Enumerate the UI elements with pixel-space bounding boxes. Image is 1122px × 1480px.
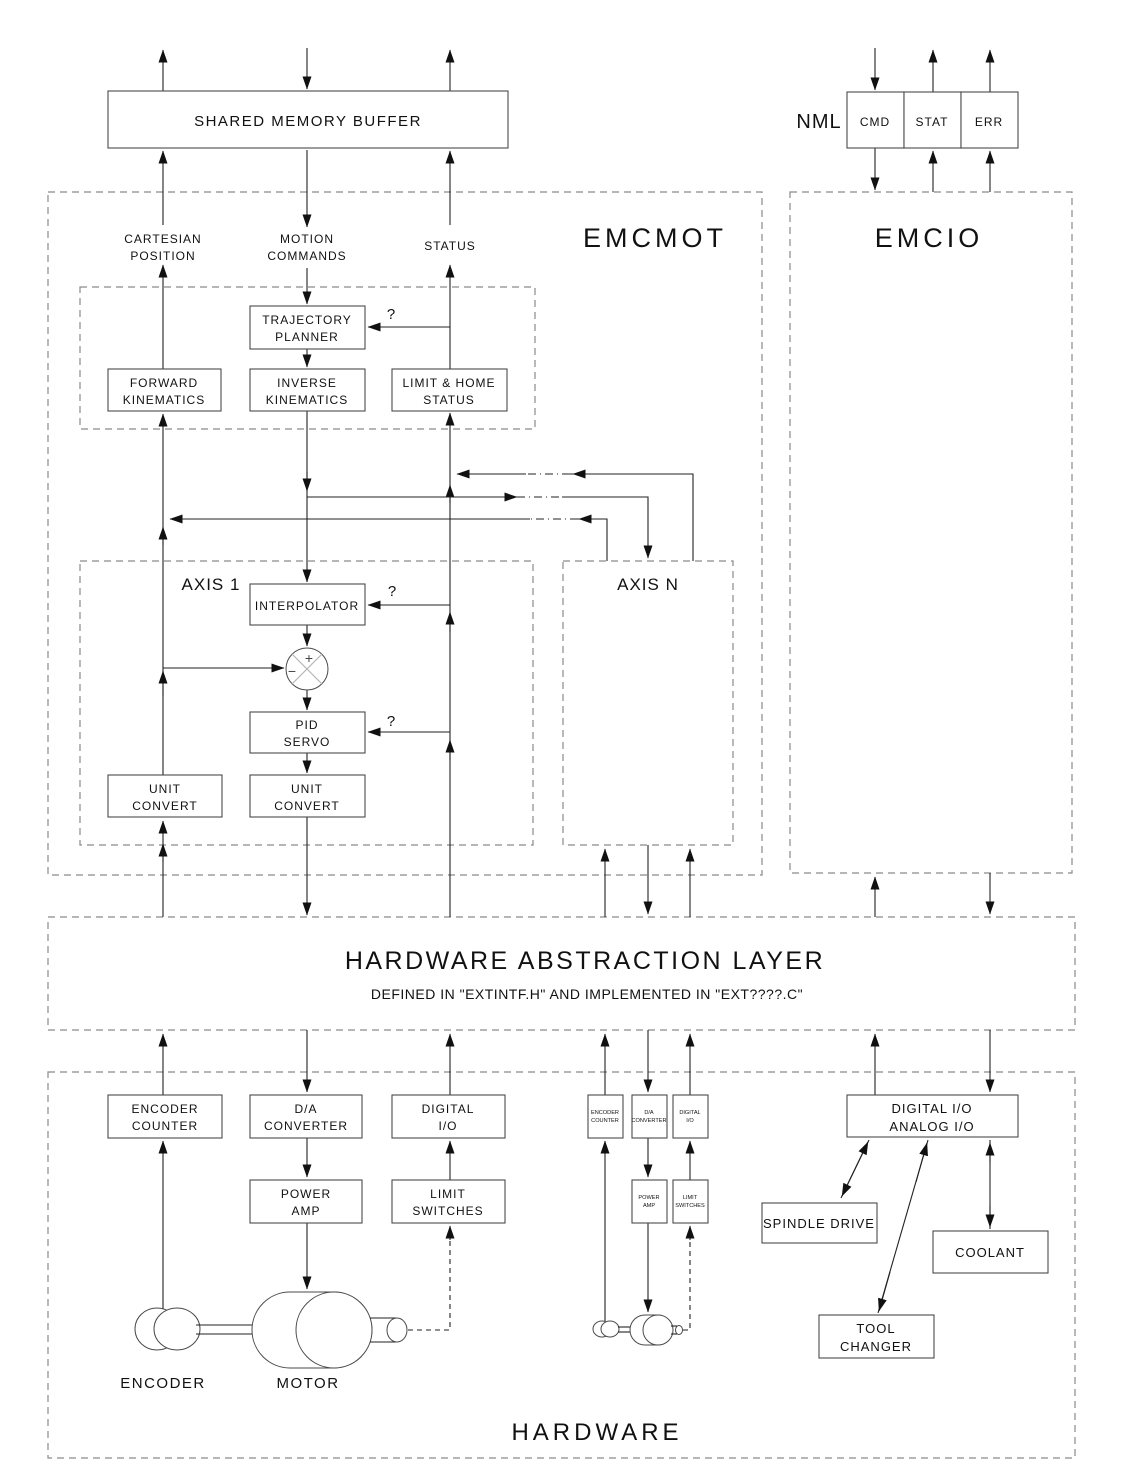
summing-plus-sign: + — [304, 650, 314, 666]
forward-kinematics-label-line2: KINEMATICS — [122, 393, 206, 407]
encoder-motor-small-drawing — [593, 1315, 683, 1345]
cartesian-position-label-line1: CARTESIAN — [124, 232, 202, 246]
limit-switches-label-line1: LIMIT — [430, 1187, 466, 1201]
encoder-motor-drawing — [135, 1292, 407, 1368]
da-converter-small-label-line2: CONVERTER — [631, 1118, 667, 1124]
motor-label: MOTOR — [276, 1375, 340, 1392]
tool-changer-label-line2: CHANGER — [839, 1339, 913, 1354]
motion-commands-label-line1: MOTION — [280, 232, 334, 246]
digital-io-label-line1: DIGITAL — [421, 1102, 475, 1116]
hardware-title: HARDWARE — [511, 1419, 683, 1446]
trajectory-question-mark: ? — [386, 306, 396, 323]
digital-io-small-label-line2: I/O — [686, 1118, 694, 1124]
limit-switches-small-label-line1: LIMIT — [682, 1195, 698, 1201]
hal-subtitle: DEFINED IN "EXTINTF.H" AND IMPLEMENTED IN "EXT????.C" — [370, 986, 804, 1002]
nml-stat-label: STAT — [915, 115, 949, 129]
axis1-title: AXIS 1 — [181, 575, 241, 594]
encoder-counter-label-line2: COUNTER — [131, 1119, 199, 1133]
summing-minus-sign: − — [287, 663, 297, 679]
inverse-kinematics-label-line2: KINEMATICS — [265, 393, 349, 407]
inverse-kinematics-label-line1: INVERSE — [277, 376, 337, 390]
power-amp-small-label-line2: AMP — [642, 1203, 656, 1209]
pid-servo-label-line1: PID — [295, 718, 319, 732]
encoder-counter-small-label-line2: COUNTER — [591, 1118, 619, 1124]
encoder-counter-small-box — [588, 1095, 623, 1138]
power-amp-small-box — [632, 1180, 667, 1223]
interpolator-question-mark: ? — [387, 583, 397, 600]
shared-memory-buffer-label: SHARED MEMORY BUFFER — [194, 113, 422, 130]
pid-question-mark: ? — [386, 713, 396, 730]
pid-servo-label-line2: SERVO — [283, 735, 331, 749]
trajectory-planner-label-line2: PLANNER — [275, 330, 339, 344]
limit-home-status-label-line2: STATUS — [423, 393, 475, 407]
da-converter-small-box — [632, 1095, 667, 1138]
axisn-title: AXIS N — [617, 575, 679, 594]
unit-convert-output-label-line1: UNIT — [291, 782, 323, 796]
summing-junction — [286, 648, 328, 690]
limit-switches-small-label-line2: SWITCHES — [675, 1203, 705, 1209]
spindle-drive-label: SPINDLE DRIVE — [763, 1216, 875, 1231]
encoder-counter-label-line1: ENCODER — [131, 1102, 199, 1116]
encoder-counter-small-label-line1: ENCODER — [591, 1110, 619, 1116]
emcio-region-border — [790, 192, 1072, 873]
coolant-label: COOLANT — [955, 1245, 1025, 1260]
unit-convert-feedback-label-line2: CONVERT — [132, 799, 198, 813]
interpolator-label: INTERPOLATOR — [254, 599, 360, 613]
digital-io-small-label-line1: DIGITAL — [679, 1110, 701, 1116]
status-label: STATUS — [424, 239, 476, 253]
da-converter-label-line1: D/A — [294, 1102, 318, 1116]
da-converter-small-label-line1: D/A — [644, 1110, 654, 1116]
digital-io-label-line2: I/O — [438, 1119, 458, 1133]
limit-switches-label-line2: SWITCHES — [412, 1204, 484, 1218]
nml-err-label: ERR — [974, 115, 1004, 129]
emcmot-title: EMCMOT — [583, 223, 727, 253]
unit-convert-feedback-label-line1: UNIT — [149, 782, 181, 796]
power-amp-label-line1: POWER — [280, 1187, 332, 1201]
digital-io-small-box — [673, 1095, 708, 1138]
motion-commands-label-line2: COMMANDS — [267, 249, 347, 263]
power-amp-small-label-line1: POWER — [638, 1195, 660, 1201]
da-converter-label-line2: CONVERTER — [263, 1119, 349, 1133]
emcio-title: EMCIO — [874, 223, 984, 253]
forward-kinematics-label-line1: FORWARD — [129, 376, 199, 390]
trajectory-planner-label-line1: TRAJECTORY — [262, 313, 352, 327]
nml-cmd-label: CMD — [859, 115, 891, 129]
digital-analog-io-label-line2: ANALOG I/O — [889, 1119, 975, 1134]
limit-switches-small-box — [673, 1180, 708, 1223]
encoder-label: ENCODER — [120, 1375, 206, 1392]
axisn-group-border — [563, 561, 733, 845]
digital-analog-io-label-line1: DIGITAL I/O — [891, 1101, 973, 1116]
cartesian-position-label-line2: POSITION — [130, 249, 196, 263]
power-amp-label-line2: AMP — [291, 1204, 321, 1218]
hal-title: HARDWARE ABSTRACTION LAYER — [344, 947, 826, 975]
emcmot-connectors — [163, 265, 693, 917]
limit-home-status-label-line1: LIMIT & HOME — [402, 376, 496, 390]
tool-changer-label-line1: TOOL — [856, 1321, 896, 1336]
emcmot-region-border — [48, 192, 762, 875]
nml-label: NML — [796, 111, 842, 133]
unit-convert-output-label-line2: CONVERT — [274, 799, 340, 813]
